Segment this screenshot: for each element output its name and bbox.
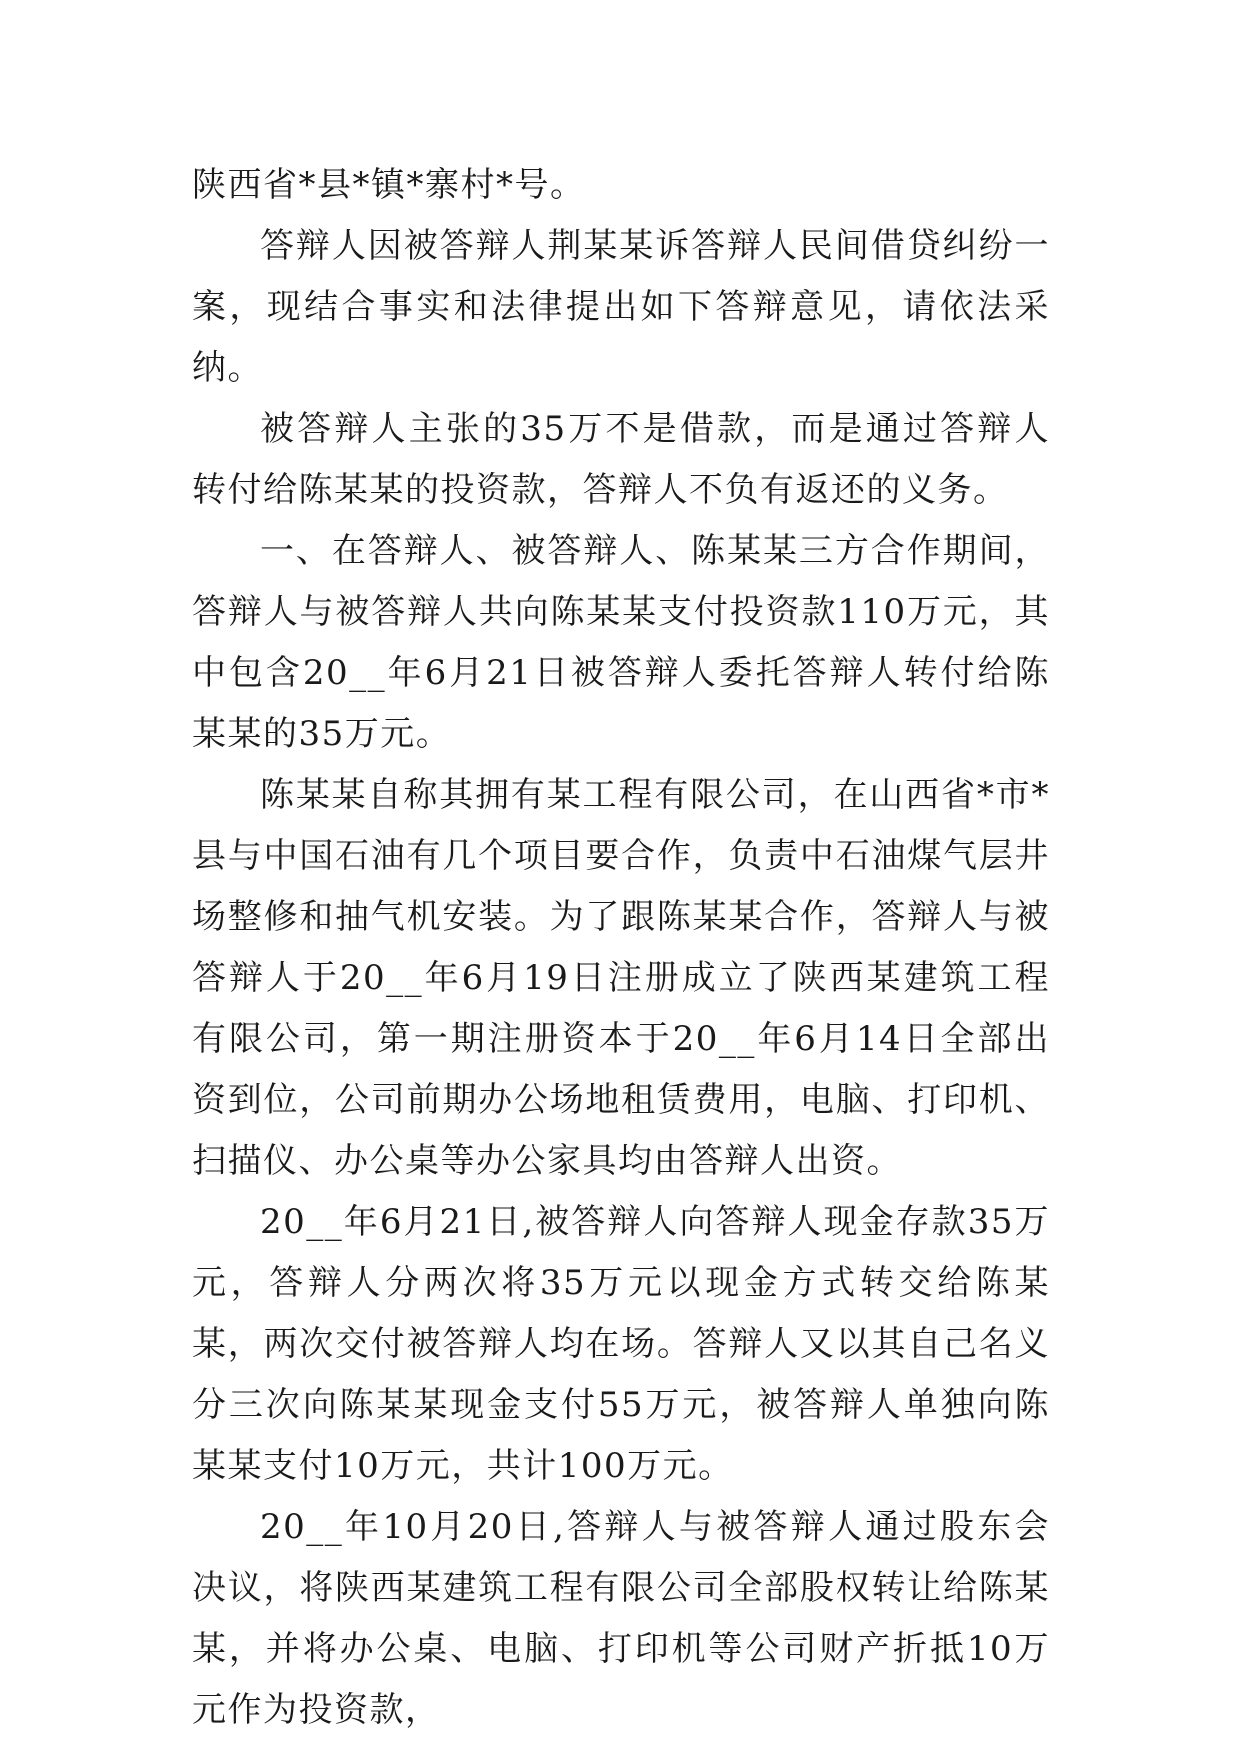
- paragraph-share-transfer: 20__年10月20日,答辩人与被答辩人通过股东会决议，将陕西某建筑工程有限公司全部股权转让给陈某某，并将办公桌、电脑、打印机等公司财产折抵10万元作为投资款，: [192, 1507, 1050, 1730]
- paragraph-payments: 20__年6月21日,被答辩人向答辩人现金存款35万元，答辩人分两次将35万元以现金方式转交给陈某某，两次交付被答辩人均在场。答辩人又以其自己名义分三次向陈某某现金支付55万元，被答辩人单独向陈某某支付10万元，共计100万元。: [192, 1202, 1050, 1486]
- paragraph-intro: 答辩人因被答辩人荆某某诉答辩人民间借贷纠纷一案，现结合事实和法律提出如下答辩意见，请依法采纳。: [192, 226, 1050, 388]
- paragraph-address: 陕西省*县*镇*寨村*号。: [192, 165, 586, 205]
- paragraph-point-one: 一、在答辩人、被答辩人、陈某某三方合作期间，答辩人与被答辩人共向陈某某支付投资款110万元，其中包含20__年6月21日被答辩人委托答辩人转付给陈某某的35万元。: [192, 531, 1050, 754]
- document-body: [192, 155, 1050, 1741]
- paragraph-background: 陈某某自称其拥有某工程有限公司，在山西省*市*县与中国石油有几个项目要合作，负责中石油煤气层井场整修和抽气机安装。为了跟陈某某合作，答辩人与被答辩人于20__年6月19日注册成立了陕西某建筑工程有限公司，第一期注册资本于20__年6月14日全部出资到位，公司前期办公场地租赁费用，电脑、打印机、扫描仪、办公桌等办公家具均由答辩人出资。: [192, 775, 1050, 1181]
- paragraph-main-claim: 被答辩人主张的35万不是借款，而是通过答辩人转付给陈某某的投资款，答辩人不负有返还的义务。: [192, 409, 1050, 510]
